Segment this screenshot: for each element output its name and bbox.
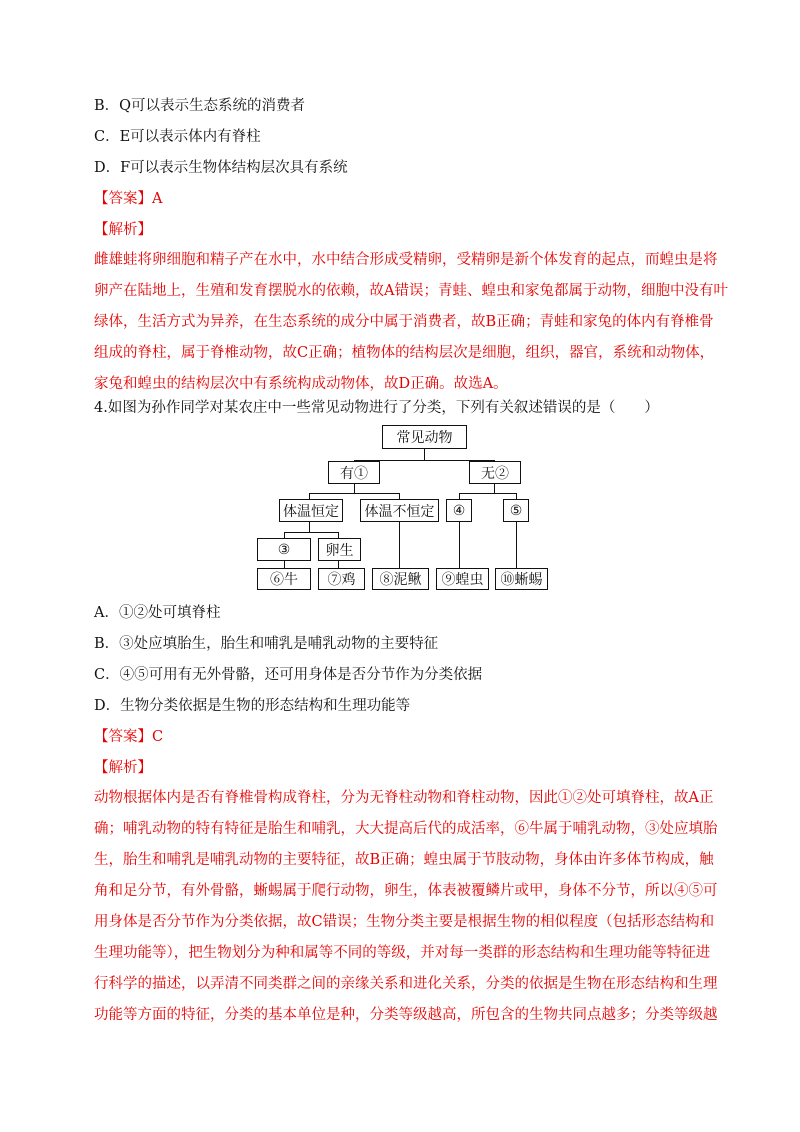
leaf-loach: ⑧泥鳅 [372,568,429,590]
node-warm-blooded: 体温恒定 [279,499,343,522]
node-3: ③ [257,538,311,561]
q4-option-b: B．③处应填胎生，胎生和哺乳是哺乳动物的主要特征 [94,636,439,652]
node-5: ⑤ [503,499,529,522]
q4-analysis-line: 行科学的描述，以弄清不同类群之间的亲缘关系和进化关系，分类的依据是生物在形态结构和生理 [94,976,718,992]
q4-analysis-line: 角和足分节，有外骨骼，蜥蜴属于爬行动物，卵生，体表被覆鳞片或甲，身体不分节，所以④⑤可 [94,883,718,899]
node-root: 常见动物 [382,425,467,449]
q3-option-b: B．Q可以表示生态系统的消费者 [94,98,306,114]
q4-stem: 4.如图为孙作同学对某农庄中一些常见动物进行了分类，下列有关叙述错误的是（ ） [94,400,659,416]
node-oviparous: 卵生 [318,538,361,561]
connector [309,522,310,532]
q3-option-c: C．E可以表示体内有脊柱 [94,129,261,145]
leaf-locust: ⑨蝗虫 [436,568,489,590]
q3-analysis [94,245,728,400]
q4-option-d: D．生物分类依据是生物的形态结构和生理功能等 [94,698,411,714]
connector [516,522,517,569]
q4-analysis-line: 功能等方面的特征，分类的基本单位是种，分类等级越高，所包含的生物共同点越多；分类等级越 [94,1007,718,1023]
leaf-cow: ⑥牛 [257,568,311,590]
q3-analysis-label: 【解析】 [94,222,152,238]
q3-analysis-line: 卵产在陆地上，生殖和发育摆脱水的依赖，故A错误；青蛙、蝗虫和家兔都属于动物，细胞中没有叶 [94,283,728,299]
q3-analysis-line: 家兔和蝗虫的结构层次中有系统构成动物体，故D正确。故选A。 [94,376,508,392]
connector [494,483,495,493]
q4-analysis-line: 生，胎生和哺乳是哺乳动物的主要特征，故B正确；蝗虫属于节肢动物，身体由许多体节构成，触 [94,852,714,868]
q3-analysis-line: 组成的脊柱，属于脊椎动物，故C正确；植物体的结构层次是细胞，组织，器官，系统和动物体， [94,345,715,361]
node-invertebrate: 无② [469,461,521,484]
q4-option-a: A．①②处可填脊柱 [94,605,221,621]
node-vertebrate: 有① [328,461,380,484]
q3-answer: 【答案】A [94,191,163,207]
connector [309,493,400,494]
connector [399,522,400,569]
q4-analysis-line: 用身体是否分节作为分类依据，故C错误；生物分类主要是根据生物的相似程度（包括形态结构和 [94,914,715,930]
node-cold-blooded: 体温不恒定 [360,499,439,522]
q3-analysis-line: 雌雄蛙将卵细胞和精子产在水中，水中结合形成受精卵，受精卵是新个体发育的起点，而蝗虫是将 [94,252,718,268]
q4-answer: 【答案】C [94,729,164,745]
q4-option-c: C．④⑤可用有无外骨骼，还可用身体是否分节作为分类依据 [94,667,483,683]
connector [284,532,339,533]
leaf-lizard: ⑩蜥蜴 [495,568,548,590]
q3-analysis-line: 绿体，生活方式为异养，在生态系统的成分中属于消费者，故B正确；青蛙和家兔的体内有脊椎骨 [94,314,714,330]
connector [424,448,425,460]
q3-option-d: D．F可以表示生物体结构层次具有系统 [94,160,348,176]
q4-analysis-line: 生理功能等），把生物划分为种和属等不同的等级，并对每一类群的形态结构和生理功能等特征进 [94,945,711,961]
leaf-chicken: ⑦鸡 [318,568,365,590]
node-4: ④ [446,499,472,522]
q4-analysis [94,783,718,1031]
q4-analysis-label: 【解析】 [94,760,152,776]
connector [354,483,355,493]
connector [459,522,460,569]
q4-analysis-line: 确；哺乳动物的特有特征是胎生和哺乳，大大提高后代的成活率，⑥牛属于哺乳动物，③处应填胎 [94,821,718,837]
q4-analysis-line: 动物根据体内是否有脊椎骨构成脊柱，分为无脊柱动物和脊柱动物，因此①②处可填脊柱，故A正 [94,790,714,806]
connector [459,493,517,494]
